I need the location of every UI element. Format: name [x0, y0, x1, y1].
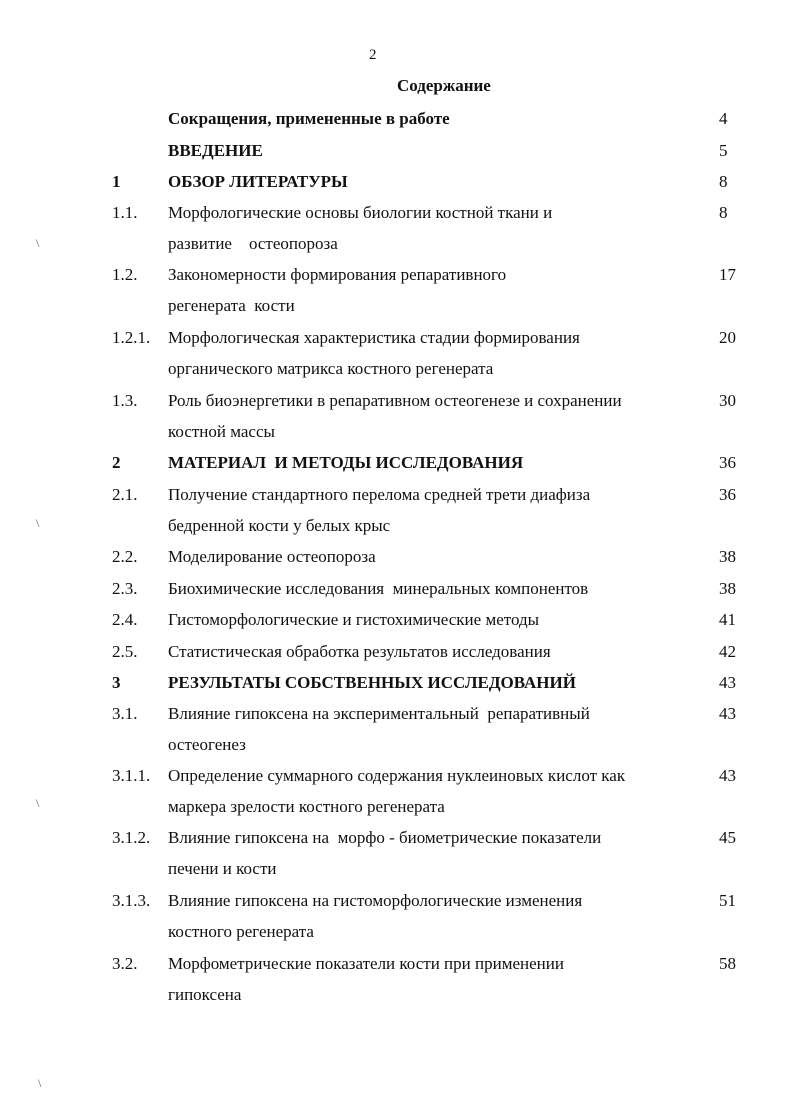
page-number: 2	[369, 47, 377, 63]
toc-title: Содержание	[397, 76, 491, 95]
toc-text	[168, 479, 688, 541]
toc-text-line: Влияние гипоксена на морфо - биометрические показатели	[168, 828, 602, 847]
toc-text	[168, 385, 688, 447]
toc-text-line: остеогенез	[168, 735, 246, 754]
toc-number: 3.1.3.	[112, 891, 151, 910]
toc-number: 3	[112, 673, 121, 692]
toc-page: 17	[719, 265, 736, 284]
toc-page: 30	[719, 391, 736, 410]
toc-text-line: костного регенерата	[168, 922, 314, 941]
toc-page: 38	[719, 547, 736, 566]
toc-text-line: регенерата кости	[168, 296, 295, 315]
toc-page: 45	[719, 828, 736, 847]
toc-text-line: Закономерности формирования репаративного	[168, 265, 507, 284]
toc-text: Моделирование остеопороза	[168, 547, 376, 566]
toc-text: Биохимические исследования минеральных компонентов	[168, 579, 589, 598]
toc-text	[168, 822, 688, 884]
toc-number: 2.4.	[112, 610, 138, 629]
toc-number: 2	[112, 453, 121, 472]
toc-text-line: бедренной кости у белых крыс	[168, 516, 391, 535]
toc-number: 2.2.	[112, 547, 138, 566]
toc-number: 2.1.	[112, 485, 138, 504]
toc-text: Статистическая обработка результатов исследования	[168, 642, 551, 661]
toc-number: 3.1.	[112, 704, 138, 723]
toc-text	[168, 698, 688, 760]
toc-page: 8	[719, 203, 728, 222]
toc-number: 2.5.	[112, 642, 138, 661]
toc-text-line: печени и кости	[168, 859, 277, 878]
toc-text-line: Морфологические основы биологии костной ткани и	[168, 203, 553, 222]
toc-text: ОБЗОР ЛИТЕРАТУРЫ	[168, 172, 348, 191]
toc-number: 1.3.	[112, 391, 138, 410]
toc-number: 2.3.	[112, 579, 138, 598]
toc-page: 41	[719, 610, 736, 629]
toc-number: 3.1.2.	[112, 828, 151, 847]
toc-page: 43	[719, 673, 736, 692]
toc-number: 1	[112, 172, 121, 191]
toc-page: 38	[719, 579, 736, 598]
toc-page: 36	[719, 485, 736, 504]
scan-artifact: \	[36, 236, 40, 250]
toc-text: Сокращения, примененные в работе	[168, 109, 450, 128]
toc-text-line: развитие остеопороза	[168, 234, 338, 253]
toc-text	[168, 322, 688, 384]
toc-text-line: маркера зрелости костного регенерата	[168, 797, 445, 816]
toc-text-line: Влияние гипоксена на экспериментальный репаративный	[168, 704, 590, 723]
toc-text	[168, 885, 688, 947]
toc-number: 1.2.1.	[112, 328, 151, 347]
toc-text: РЕЗУЛЬТАТЫ СОБСТВЕННЫХ ИССЛЕДОВАНИЙ	[168, 673, 576, 692]
toc-text-line: Определение суммарного содержания нуклеиновых кислот как	[168, 766, 626, 785]
toc-page: 8	[719, 172, 728, 191]
toc-number: 3.1.1.	[112, 766, 151, 785]
toc-page: 4	[719, 109, 728, 128]
toc-text-line: костной массы	[168, 422, 275, 441]
toc-text	[168, 259, 688, 321]
scan-artifact: \	[36, 796, 40, 810]
toc-page: 42	[719, 642, 736, 661]
toc-page: 5	[719, 141, 728, 160]
toc-text	[168, 948, 688, 1010]
scan-artifact: \	[38, 1076, 42, 1090]
toc-text-line: Морфологическая характеристика стадии формирования	[168, 328, 580, 347]
scan-artifact: \	[36, 516, 40, 530]
toc-page: 20	[719, 328, 736, 347]
toc-text-line: Получение стандартного перелома средней трети диафиза	[168, 485, 591, 504]
toc-page: 58	[719, 954, 736, 973]
toc-page: 43	[719, 766, 736, 785]
toc-page: 36	[719, 453, 736, 472]
toc-text-line: Морфометрические показатели кости при применении	[168, 954, 564, 973]
toc-text-line: гипоксена	[168, 985, 242, 1004]
toc-page: 51	[719, 891, 736, 910]
toc-text: Гистоморфологические и гистохимические методы	[168, 610, 540, 629]
toc-number: 1.2.	[112, 265, 138, 284]
toc-text	[168, 760, 688, 822]
toc-text: ВВЕДЕНИЕ	[168, 141, 263, 160]
toc-text-line: Роль биоэнергетики в репаративном остеогенезе и сохранении	[168, 391, 622, 410]
toc-text-line: Влияние гипоксена на гистоморфологические изменения	[168, 891, 583, 910]
toc-text-line: органического матрикса костного регенерата	[168, 359, 494, 378]
toc-page: 43	[719, 704, 736, 723]
toc-number: 1.1.	[112, 203, 138, 222]
toc-number: 3.2.	[112, 954, 138, 973]
toc-text: МАТЕРИАЛ И МЕТОДЫ ИССЛЕДОВАНИЯ	[168, 453, 524, 472]
toc-text	[168, 197, 688, 259]
